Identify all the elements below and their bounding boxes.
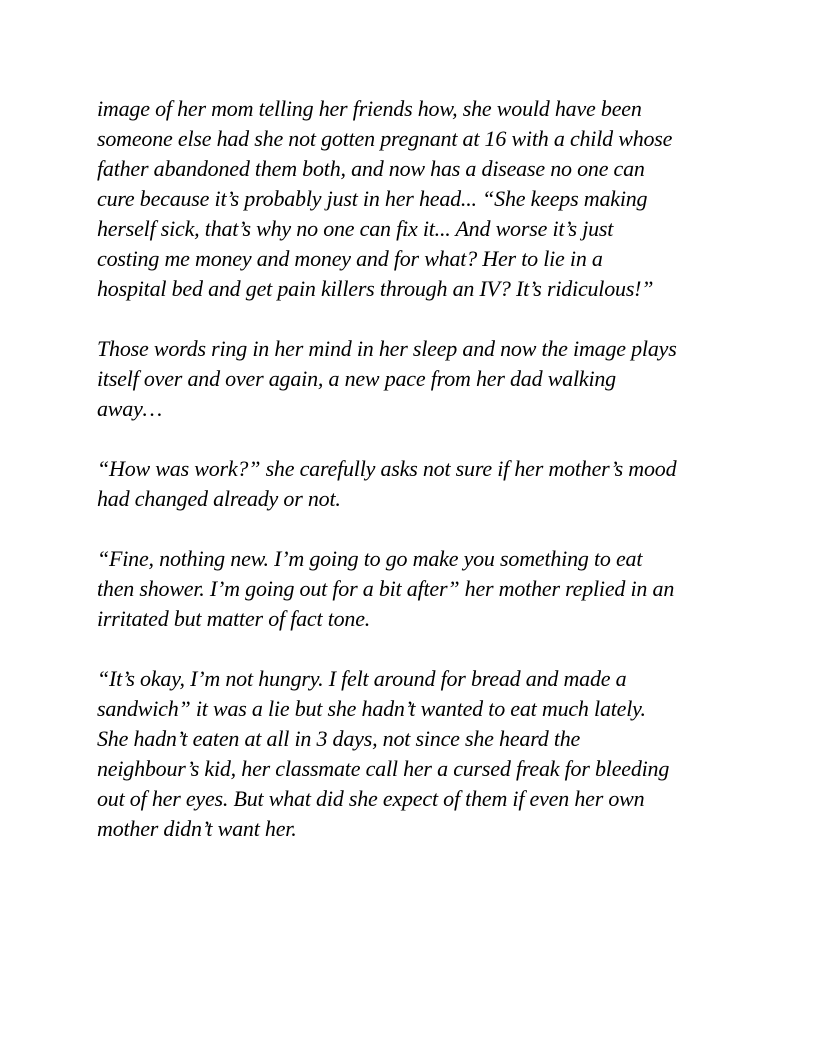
text-line: out of her eyes. But what did she expect of them if even her own: [97, 786, 645, 811]
text-line: “How was work?” she carefully asks not sure if her mother’s mood: [97, 456, 677, 481]
text-line: itself over and over again, a new pace from her dad walking: [97, 366, 616, 391]
paragraph: [97, 334, 745, 424]
text-line: neighbour’s kid, her classmate call her a cursed freak for bleeding: [97, 756, 670, 781]
text-line: “Fine, nothing new. I’m going to go make you something to eat: [97, 546, 643, 571]
text-line: sandwich” it was a lie but she hadn’t wanted to eat much lately.: [97, 696, 646, 721]
text-line: “It’s okay, I’m not hungry. I felt around for bread and made a: [97, 666, 627, 691]
text-line: mother didn’t want her.: [97, 816, 297, 841]
text-line: herself sick, that’s why no one can fix it... And worse it’s just: [97, 216, 614, 241]
text-line: cure because it’s probably just in her head... “She keeps making: [97, 186, 648, 211]
text-body: [97, 94, 745, 844]
text-line: had changed already or not.: [97, 486, 341, 511]
text-line: She hadn’t eaten at all in 3 days, not since she heard the: [97, 726, 581, 751]
text-line: hospital bed and get pain killers through an IV? It’s ridiculous!”: [97, 276, 654, 301]
paragraph: [97, 94, 745, 304]
text-line: Those words ring in her mind in her sleep and now the image plays: [97, 336, 677, 361]
text-line: costing me money and money and for what? Her to lie in a: [97, 246, 603, 271]
text-line: father abandoned them both, and now has a disease no one can: [97, 156, 645, 181]
paragraph: [97, 454, 745, 514]
text-line: then shower. I’m going out for a bit after” her mother replied in an: [97, 576, 675, 601]
text-line: someone else had she not gotten pregnant at 16 with a child whose: [97, 126, 673, 151]
text-line: irritated but matter of fact tone.: [97, 606, 371, 631]
text-line: away…: [97, 396, 163, 421]
paragraph: [97, 544, 745, 634]
text-line: image of her mom telling her friends how, she would have been: [97, 96, 642, 121]
paragraph: [97, 664, 745, 844]
